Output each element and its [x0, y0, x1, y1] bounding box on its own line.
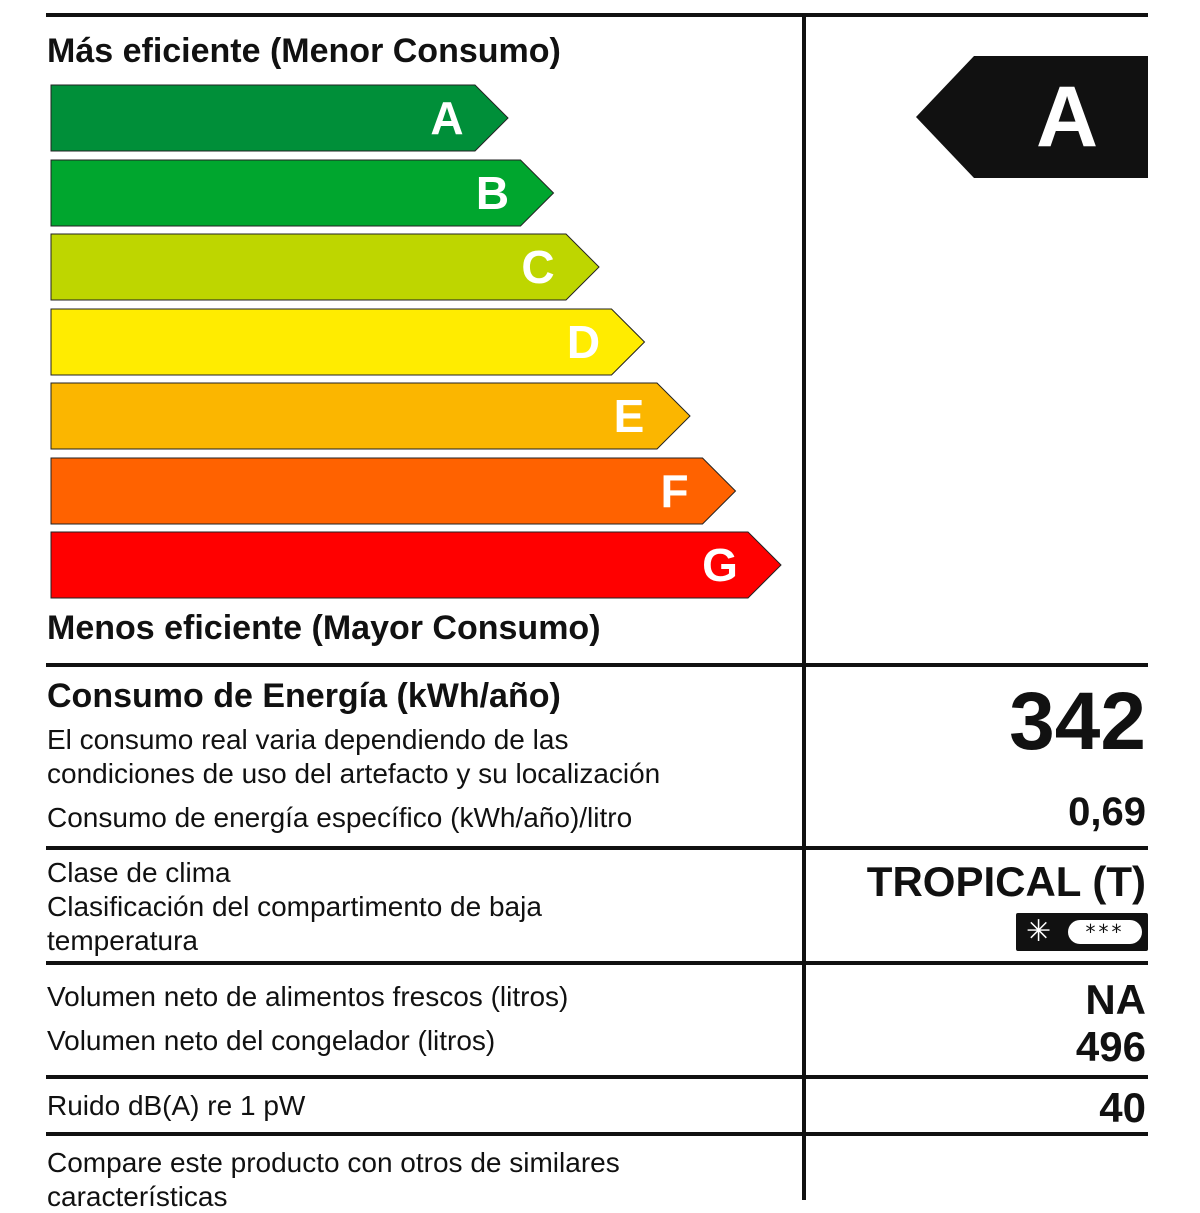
efficiency-bar-c	[51, 234, 599, 300]
top-border	[46, 13, 1148, 17]
top-heading: Más eficiente (Menor Consumo)	[47, 32, 561, 70]
rating-badge	[916, 56, 1148, 178]
noise-label: Ruido dB(A) re 1 pW	[47, 1090, 306, 1121]
climate-label: Clase de clima	[47, 857, 231, 888]
divider-noise	[46, 1075, 1148, 1079]
specific-energy-value: 0,69	[1068, 790, 1146, 834]
compare-text-line1: Compare este producto con otros de similares	[47, 1147, 620, 1178]
divider-volume	[46, 961, 1148, 965]
compare-text-line2: características	[47, 1181, 228, 1212]
freezer-class-label-cont: temperatura	[47, 925, 198, 956]
fresh-volume-label: Volumen neto de alimentos frescos (litros)	[47, 981, 569, 1012]
efficiency-bar-letter: G	[702, 539, 738, 591]
energy-title: Consumo de Energía (kWh/año)	[47, 677, 561, 715]
efficiency-bar-d	[51, 309, 645, 375]
efficiency-bar-f	[51, 458, 736, 524]
freezer-class-label: Clasificación del compartimento de baja	[47, 891, 542, 922]
column-divider	[802, 14, 806, 1200]
stars-icon: ***	[1068, 920, 1142, 944]
climate-value: TROPICAL (T)	[866, 858, 1146, 905]
specific-energy-label: Consumo de energía específico (kWh/año)/litro	[47, 802, 633, 833]
snowflake-icon: ✳	[1026, 914, 1052, 949]
efficiency-bar-g	[51, 532, 781, 598]
efficiency-bar-letter: E	[613, 390, 645, 442]
efficiency-bar-e	[51, 383, 690, 449]
efficiency-bar-letter: A	[430, 92, 464, 144]
energy-note-line2: condiciones de uso del artefacto y su localización	[47, 758, 661, 789]
freezer-volume-label: Volumen neto del congelador (litros)	[47, 1025, 496, 1056]
noise-value: 40	[1099, 1084, 1146, 1131]
bottom-heading: Menos eficiente (Mayor Consumo)	[47, 609, 601, 647]
energy-note-line1: El consumo real varia dependiendo de las	[47, 724, 569, 755]
freezer-four-star-icon	[1016, 913, 1148, 951]
efficiency-bar-b	[51, 160, 554, 226]
efficiency-bar-letter: D	[566, 315, 601, 368]
energy-value: 342	[1009, 676, 1146, 767]
divider-climate	[46, 846, 1148, 850]
fresh-volume-value: NA	[1085, 976, 1146, 1023]
freezer-volume-value: 496	[1075, 1023, 1146, 1070]
efficiency-bar-letter: C	[521, 241, 555, 293]
divider-compare	[46, 1132, 1148, 1136]
efficiency-bar-a	[51, 85, 508, 151]
efficiency-bar-letter: F	[660, 464, 689, 517]
rating-letter: A	[1035, 69, 1099, 165]
efficiency-bar-letter: B	[475, 166, 510, 219]
divider-energy	[46, 663, 1148, 667]
